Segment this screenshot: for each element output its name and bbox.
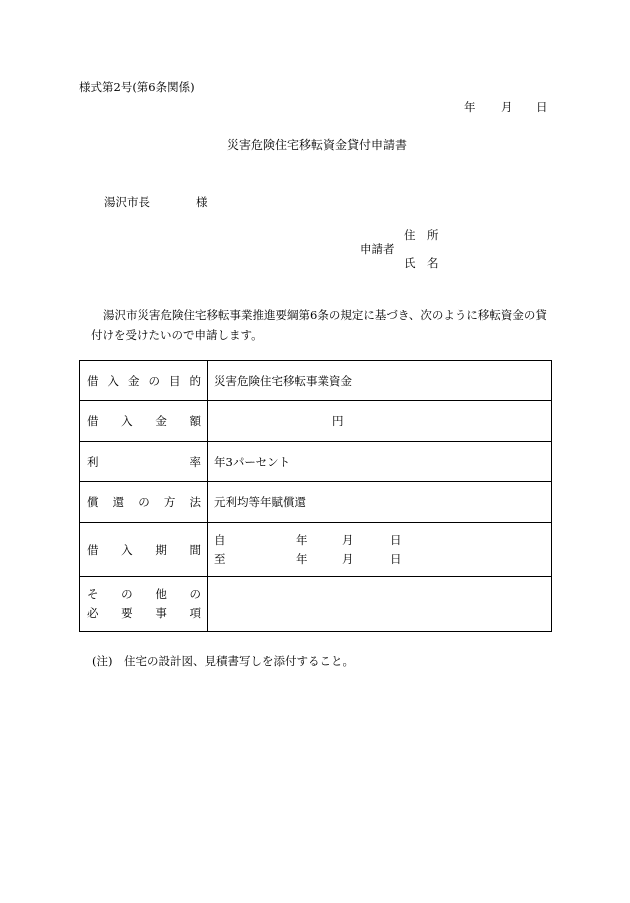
applicant-name-label: 氏 名 [404, 256, 439, 270]
date-month-label: 月 [501, 100, 513, 114]
addressee-honorific: 様 [196, 195, 208, 209]
repayment-label-char: の [138, 495, 150, 509]
amount-label-cell [80, 401, 208, 442]
other-label-char: 必 [87, 606, 99, 620]
purpose-label-char: 金 [128, 373, 140, 388]
purpose-value-cell [208, 361, 552, 401]
addressee-name: 湯沢市長 [104, 195, 150, 209]
repayment-value-cell [208, 482, 552, 523]
other-label-char: そ [87, 587, 99, 601]
period-to-day: 日 [390, 551, 402, 566]
period-label-char: 借 [87, 542, 99, 557]
body-text-line1: 湯沢市災害危険住宅移転事業推進要綱第6条の規定に基づき、次のように移転資金の貸 [103, 308, 547, 322]
other-label-char: 項 [189, 606, 201, 620]
period-from-month: 月 [342, 532, 354, 547]
interest-label-cell [80, 442, 208, 482]
row-other [80, 577, 552, 632]
period-label-char: 入 [121, 542, 133, 557]
form-number: 様式第2号(第6条関係) [79, 80, 195, 94]
period-to-month: 月 [342, 551, 354, 566]
purpose-label-char: 借 [87, 373, 99, 388]
row-amount [80, 401, 552, 442]
amount-label-char: 額 [189, 414, 201, 428]
other-label-char: の [121, 587, 133, 601]
purpose-label-cell [80, 361, 208, 401]
row-period [80, 523, 552, 577]
applicant-label: 申請者 [360, 242, 395, 256]
purpose-label-char: の [148, 373, 160, 388]
period-from-line [214, 531, 551, 550]
row-repayment [80, 482, 552, 523]
amount-value-cell[interactable] [208, 401, 552, 442]
period-label-char: 期 [155, 542, 167, 557]
other-label-line2 [87, 604, 201, 623]
other-label-char: 要 [121, 606, 133, 620]
other-label-char: 他 [155, 587, 167, 601]
period-from-prefix: 自 [214, 532, 226, 547]
repayment-label-char: 還 [112, 495, 125, 509]
period-to-year: 年 [296, 551, 308, 566]
period-label [87, 542, 201, 558]
period-to-line [214, 550, 551, 569]
period-from-day: 日 [390, 532, 402, 547]
amount-label-char: 借 [87, 414, 99, 428]
amount-unit: 円 [332, 414, 344, 428]
repayment-label-char: 法 [189, 495, 201, 509]
amount-label-char: 金 [155, 414, 167, 428]
date-year-label: 年 [464, 100, 476, 114]
interest-label [87, 454, 201, 470]
period-to-prefix: 至 [214, 551, 226, 566]
purpose-label-char: 的 [189, 373, 201, 388]
applicant-address-label: 住 所 [404, 228, 439, 242]
other-value-cell[interactable] [208, 577, 552, 632]
period-value-cell[interactable] [208, 523, 552, 577]
date-day-label: 日 [536, 100, 548, 114]
repayment-label [87, 494, 201, 510]
attachment-note: (注) 住宅の設計図、見積書写しを添付すること。 [92, 654, 354, 668]
repayment-label-cell [80, 482, 208, 523]
other-label-cell [80, 577, 208, 632]
amount-label-char: 入 [121, 414, 133, 428]
row-interest [80, 442, 552, 482]
loan-application-table [79, 360, 552, 632]
interest-label-char: 率 [189, 454, 201, 469]
body-text-line2: 付けを受けたいので申請します。 [91, 328, 263, 342]
document-title: 災害危険住宅移転資金貸付申請書 [227, 138, 408, 152]
period-label-char: 間 [189, 542, 201, 557]
interest-label-char: 利 [87, 454, 99, 469]
purpose-label-char: 目 [169, 373, 181, 388]
interest-value-cell [208, 442, 552, 482]
period-label-cell [80, 523, 208, 577]
period-from-year: 年 [296, 532, 308, 547]
repayment-label-char: 方 [163, 495, 176, 509]
repayment-value: 元利均等年賦償還 [214, 495, 306, 509]
other-label-char: の [189, 587, 201, 601]
purpose-label-char: 入 [107, 373, 119, 388]
amount-label [87, 413, 201, 429]
interest-value: 年3パーセント [214, 454, 291, 469]
purpose-value: 災害危険住宅移転事業資金 [214, 373, 352, 388]
row-purpose [80, 361, 552, 401]
other-label-char: 事 [155, 606, 167, 620]
purpose-label [87, 373, 201, 389]
other-label-line1 [87, 585, 201, 604]
repayment-label-char: 償 [87, 495, 99, 509]
